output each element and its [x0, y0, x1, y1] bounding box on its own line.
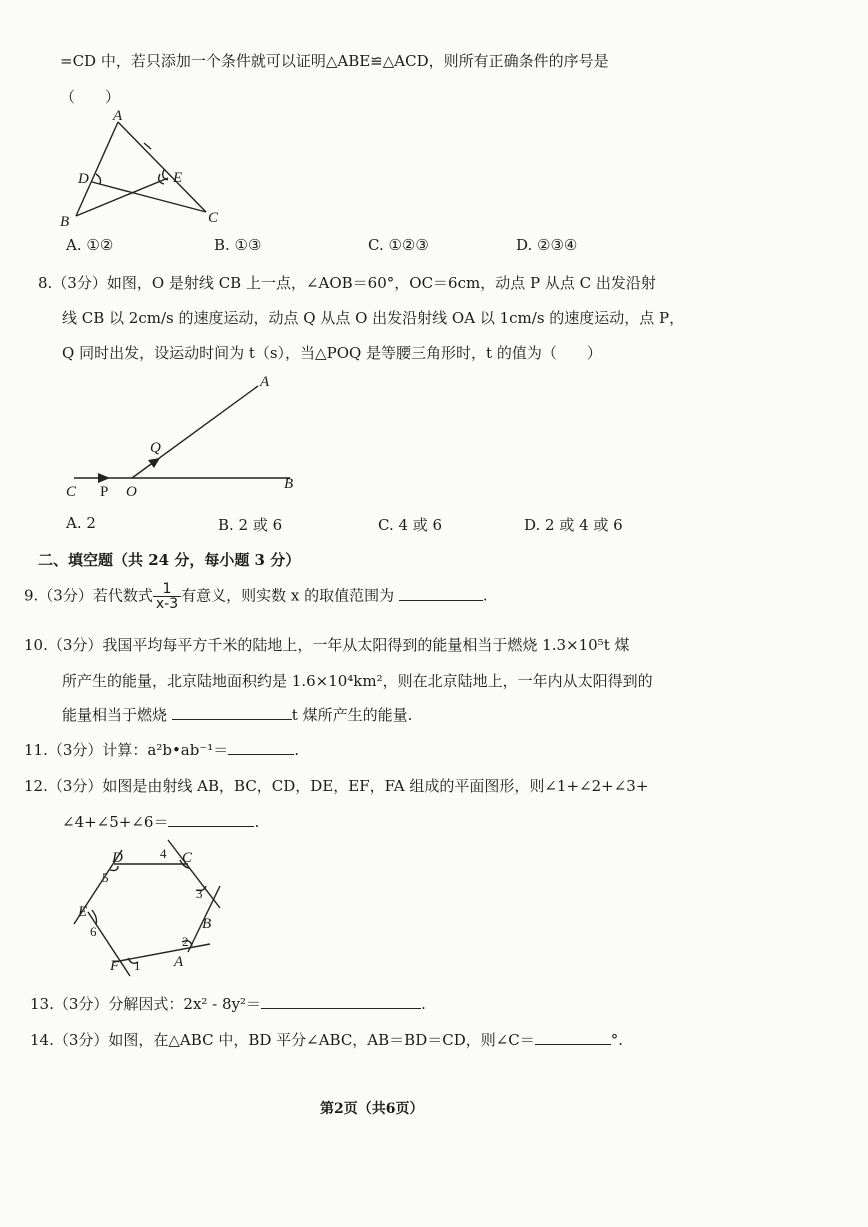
q7-stem-tail: =CD 中，若只添加一个条件就可以证明△ABE≌△ACD，则所有正确条件的序号是 — [60, 52, 609, 70]
q10-line-3-suffix: t 煤所产生的能量. — [291, 706, 413, 724]
q13-answer-blank[interactable] — [261, 994, 421, 1009]
q12-label-6: 6 — [90, 924, 97, 939]
q10-line-3-prefix: 能量相当于燃烧 — [62, 706, 168, 724]
q9-frac-numerator: 1 — [153, 582, 181, 597]
q11-answer-blank[interactable] — [228, 740, 294, 755]
q7-label-d: D — [78, 171, 89, 187]
q9-end: . — [482, 586, 488, 605]
page-footer: 第2页（共6页） — [320, 1101, 424, 1117]
q9-frac-denominator: x-3 — [155, 596, 179, 612]
q13-end: . — [421, 995, 426, 1013]
q12-label-b: B — [202, 916, 212, 932]
q14-answer-blank[interactable] — [535, 1030, 611, 1045]
q12-line-2 — [62, 811, 259, 832]
q7-label-a: A — [113, 108, 123, 124]
q12-label-c: C — [182, 850, 193, 866]
q10-line-1: 10.（3分）我国平均每平方千米的陆地上，一年从太阳得到的能量相当于燃烧 1.3×10⁵t 煤 — [24, 636, 630, 654]
q14-end: °. — [610, 1031, 624, 1049]
q9-fraction — [153, 582, 181, 611]
q8-option-b: B. 2 或 6 — [218, 516, 283, 534]
q7-option-c: C. ①②③ — [368, 236, 429, 254]
q12-label-4: 4 — [160, 846, 167, 861]
q8-line-1: 8.（3分）如图，O 是射线 CB 上一点，∠AOB＝60°，OC＝6cm，动点 P 从点 C 出发沿射 — [38, 274, 656, 292]
q7-label-c: C — [208, 210, 219, 226]
q12-hexagon-figure — [70, 838, 230, 980]
q12-label-e: E — [78, 904, 88, 920]
q8-label-q: Q — [150, 440, 161, 456]
q7-answer-paren: （ ） — [60, 88, 121, 106]
q12-label-2: 2 — [182, 934, 189, 949]
section-2-heading: 二、填空题（共 24 分，每小题 3 分） — [38, 551, 301, 569]
q9-prefix: 9.（3分）若代数式 — [24, 586, 153, 605]
q12-label-5: 5 — [102, 870, 109, 885]
q12-label-a: A — [174, 954, 184, 970]
q12-end: . — [254, 813, 260, 831]
q7-option-b: B. ①③ — [214, 236, 262, 254]
q7-label-e: E — [173, 170, 183, 186]
q7-label-b: B — [60, 214, 70, 230]
q13-prefix: 13.（3分）分解因式：2x² - 8y²＝ — [30, 995, 262, 1013]
q8-label-c: C — [66, 484, 77, 500]
q9-question — [24, 582, 488, 611]
q12-label-f: F — [110, 958, 120, 974]
q10-answer-blank[interactable] — [172, 705, 292, 720]
q12-label-1: 1 — [134, 958, 141, 973]
q8-line-3: Q 同时出发，设运动时间为 t（s），当△POQ 是等腰三角形时，t 的值为（ ） — [62, 344, 602, 362]
q8-line-2: 线 CB 以 2cm/s 的速度运动，动点 Q 从点 O 出发沿射线 OA 以 1cm/s 的速度运动，点 P， — [62, 309, 685, 327]
q8-option-d: D. 2 或 4 或 6 — [524, 516, 623, 534]
q7-triangle-figure — [56, 108, 226, 230]
q8-label-b: B — [284, 476, 294, 492]
q10-line-3 — [62, 704, 412, 725]
q12-line-1: 12.（3分）如图是由射线 AB，BC，CD，DE，EF，FA 组成的平面图形，则∠1+∠2+∠3+ — [24, 777, 649, 795]
q14-prefix: 14.（3分）如图，在△ABC 中，BD 平分∠ABC，AB＝BD＝CD，则∠C＝ — [30, 1031, 535, 1049]
q14-question — [30, 1029, 623, 1050]
q8-option-a: A. 2 — [66, 514, 96, 532]
q12-label-d: D — [112, 850, 123, 866]
q11-prefix: 11.（3分）计算：a²b•ab⁻¹＝ — [24, 741, 229, 759]
q9-suffix: 有意义，则实数 x 的取值范围为 — [181, 586, 395, 605]
q12-line-2-text: ∠4+∠5+∠6＝ — [62, 813, 169, 831]
q7-option-d: D. ②③④ — [516, 236, 578, 254]
q11-question — [24, 739, 299, 760]
q13-question — [30, 993, 426, 1014]
q12-answer-blank[interactable] — [168, 812, 254, 827]
q9-answer-blank[interactable] — [399, 586, 483, 601]
q8-label-p: P — [100, 484, 109, 500]
q10-line-2: 所产生的能量，北京陆地面积约是 1.6×10⁴km²，则在北京陆地上，一年内从太阳得到的 — [62, 672, 653, 690]
q11-end: . — [294, 741, 300, 759]
q8-label-o: O — [126, 484, 137, 500]
q12-label-3: 3 — [196, 886, 203, 901]
q8-option-c: C. 4 或 6 — [378, 516, 443, 534]
q8-label-a: A — [260, 374, 270, 390]
q7-option-a: A. ①② — [66, 236, 114, 254]
q8-ray-figure — [60, 372, 310, 502]
